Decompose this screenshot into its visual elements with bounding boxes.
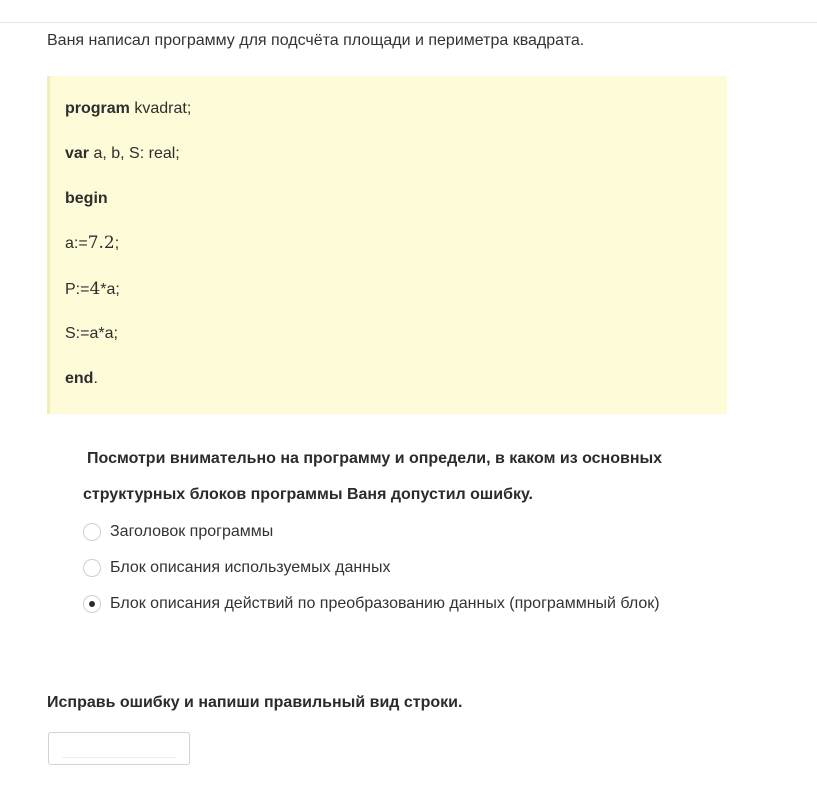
radio-button[interactable] <box>83 559 101 577</box>
radio-button[interactable] <box>83 523 101 541</box>
code-assign-a-prefix: a:= <box>65 235 88 252</box>
code-block <box>47 76 727 414</box>
input-underline <box>62 757 176 758</box>
code-assign-p-suffix: *a; <box>100 281 120 298</box>
code-line-assign-s: S:=a*a; <box>65 325 118 342</box>
code-program-name: kvadrat; <box>129 100 192 117</box>
option-label: Заголовок программы <box>110 523 274 540</box>
code-line-assign-a <box>65 233 119 254</box>
top-divider <box>0 22 817 23</box>
radio-button-selected[interactable] <box>83 595 101 613</box>
code-keyword-begin: begin <box>65 190 108 207</box>
code-keyword-end: end <box>65 370 94 387</box>
option-data-description[interactable] <box>83 550 763 586</box>
option-label: Блок описания используемых данных <box>110 559 391 576</box>
code-line-var <box>65 144 180 164</box>
code-var-declaration: a, b, S: real; <box>89 145 180 162</box>
question-line-1: Посмотри внимательно на программу и определи, в каком из основных <box>87 450 663 467</box>
code-end-dot: . <box>93 370 98 387</box>
question-line-2: структурных блоков программы Ваня допустил ошибку. <box>83 486 533 503</box>
code-line-program <box>65 99 191 119</box>
intro-text: Ваня написал программу для подсчёта площади и периметра квадрата. <box>47 32 585 49</box>
question-text <box>83 441 763 513</box>
code-keyword-program: program <box>65 100 130 117</box>
code-assign-a-suffix: ; <box>114 235 120 252</box>
task-text: Исправь ошибку и напиши правильный вид строки. <box>47 694 463 711</box>
code-keyword-var: var <box>65 145 90 162</box>
code-assign-p-prefix: P:= <box>65 281 90 298</box>
code-line-begin <box>65 189 108 209</box>
answer-input[interactable] <box>48 732 190 765</box>
code-number-p: 4 <box>89 279 101 299</box>
option-program-block[interactable] <box>83 586 723 622</box>
code-line-assign-p <box>65 279 120 300</box>
code-number-a: 7.2 <box>87 233 115 253</box>
option-label: Блок описания действий по преобразованию данных (программный блок) <box>110 595 660 612</box>
option-program-header[interactable] <box>83 514 763 550</box>
code-line-end <box>65 369 98 389</box>
